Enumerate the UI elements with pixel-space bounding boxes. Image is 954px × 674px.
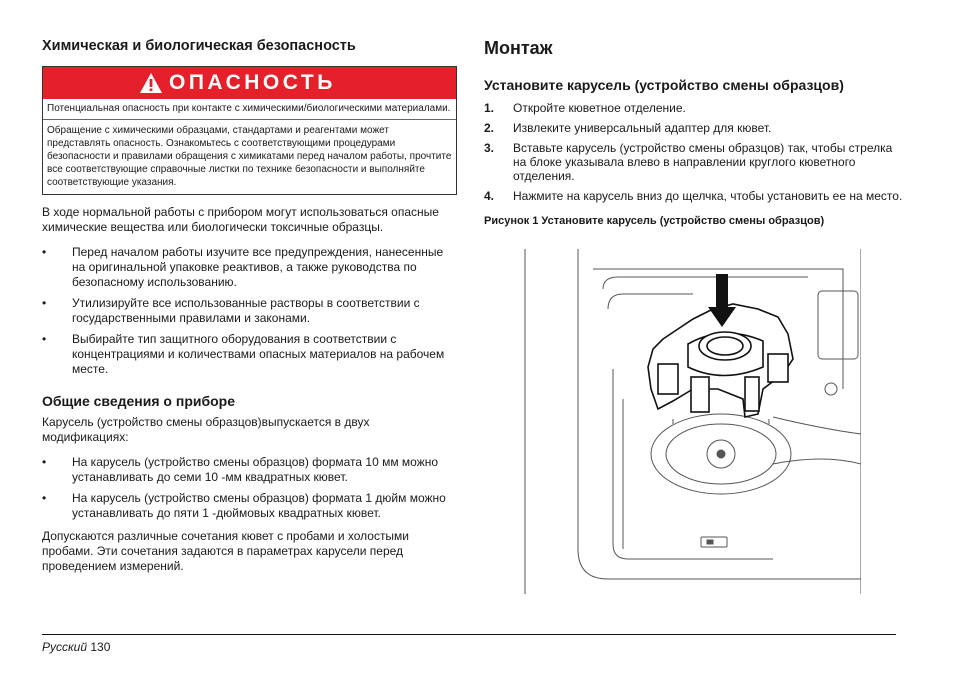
section-heading-safety: Химическая и биологическая безопасность xyxy=(42,38,356,54)
carousel-install-illustration xyxy=(523,249,861,594)
footer-language: Русский xyxy=(42,640,88,654)
bullet-dot: • xyxy=(42,455,47,469)
overview-bullets xyxy=(42,455,457,521)
bullet-dot: • xyxy=(42,332,47,346)
install-steps xyxy=(484,101,904,203)
danger-header xyxy=(43,67,456,99)
list-item: • Выбирайте тип защитного оборудования в соответствии с концентрациями и количествами опасных материалов на рабочем месте. xyxy=(42,332,445,376)
right-column xyxy=(484,38,904,227)
page-footer xyxy=(42,640,110,654)
safety-bullets xyxy=(42,245,457,377)
figure-caption: Рисунок 1 Установите карусель (устройство смены образцов) xyxy=(484,215,825,227)
danger-body xyxy=(43,99,456,194)
overview-intro: Карусель (устройство смены образцов)выпускается в двух модификациях: xyxy=(42,415,370,444)
section-heading-installation: Монтаж xyxy=(484,38,553,58)
bullet-dot: • xyxy=(42,491,47,505)
list-item: • На карусель (устройство смены образцов) формата 1 дюйм можно устанавливать до пяти 1 -дюймовых квадратных кювет. xyxy=(42,491,446,520)
danger-divider xyxy=(43,119,456,120)
step-item: 3. Вставьте карусель (устройство смены образцов) так, чтобы стрелка на блоке указывала влево в направлении круглого кюветного отделения. xyxy=(484,141,893,183)
list-item: • Перед началом работы изучите все предупреждения, нанесенные на оригинальной упаковке реактивов, а также руководства по безопасному использованию. xyxy=(42,245,444,289)
warning-triangle-icon xyxy=(139,72,163,94)
left-column xyxy=(42,38,457,574)
danger-text-2: Обращение с химическими образцами, стандартами и реагентами может представлять опасность. Ознакомьтесь с соответствующими процедурами безопасности и правилами обращения с химикатами перед началом работы, прочтите все соответствующие справочные листки по технике безопасности и выполняйте соответствующие указания. xyxy=(47,125,452,188)
subheading-install-carousel: Установите карусель (устройство смены образцов) xyxy=(484,77,844,93)
step-item: 2. Извлеките универсальный адаптер для кювет. xyxy=(484,121,772,135)
overview-outro: Допускаются различные сочетания кювет с пробами и холостыми пробами. Эти сочетания задаются в параметрах карусели перед проведением измерений. xyxy=(42,529,410,573)
section-heading-overview: Общие сведения о приборе xyxy=(42,393,236,409)
danger-title: ОПАСНОСТЬ xyxy=(169,71,336,94)
danger-text-1: Потенциальная опасность при контакте с химическими/биологическими материалами. xyxy=(47,103,451,114)
safety-intro: В ходе нормальной работы с прибором могут использоваться опасные химические вещества или биологически токсичные образцы. xyxy=(42,205,439,234)
bullet-dot: • xyxy=(42,296,47,310)
step-item: 4. Нажмите на карусель вниз до щелчка, чтобы установить ее на место. xyxy=(484,189,903,203)
danger-box xyxy=(42,66,457,195)
footer-divider xyxy=(42,634,896,635)
bullet-dot: • xyxy=(42,245,47,259)
step-item: 1. Откройте кюветное отделение. xyxy=(484,101,686,115)
list-item: • Утилизируйте все использованные растворы в соответствии с государственными правилами и законами. xyxy=(42,296,420,325)
footer-page-number: 130 xyxy=(90,640,111,654)
list-item: • На карусель (устройство смены образцов) формата 10 мм можно устанавливать до семи 10 -мм квадратных кювет. xyxy=(42,455,439,484)
